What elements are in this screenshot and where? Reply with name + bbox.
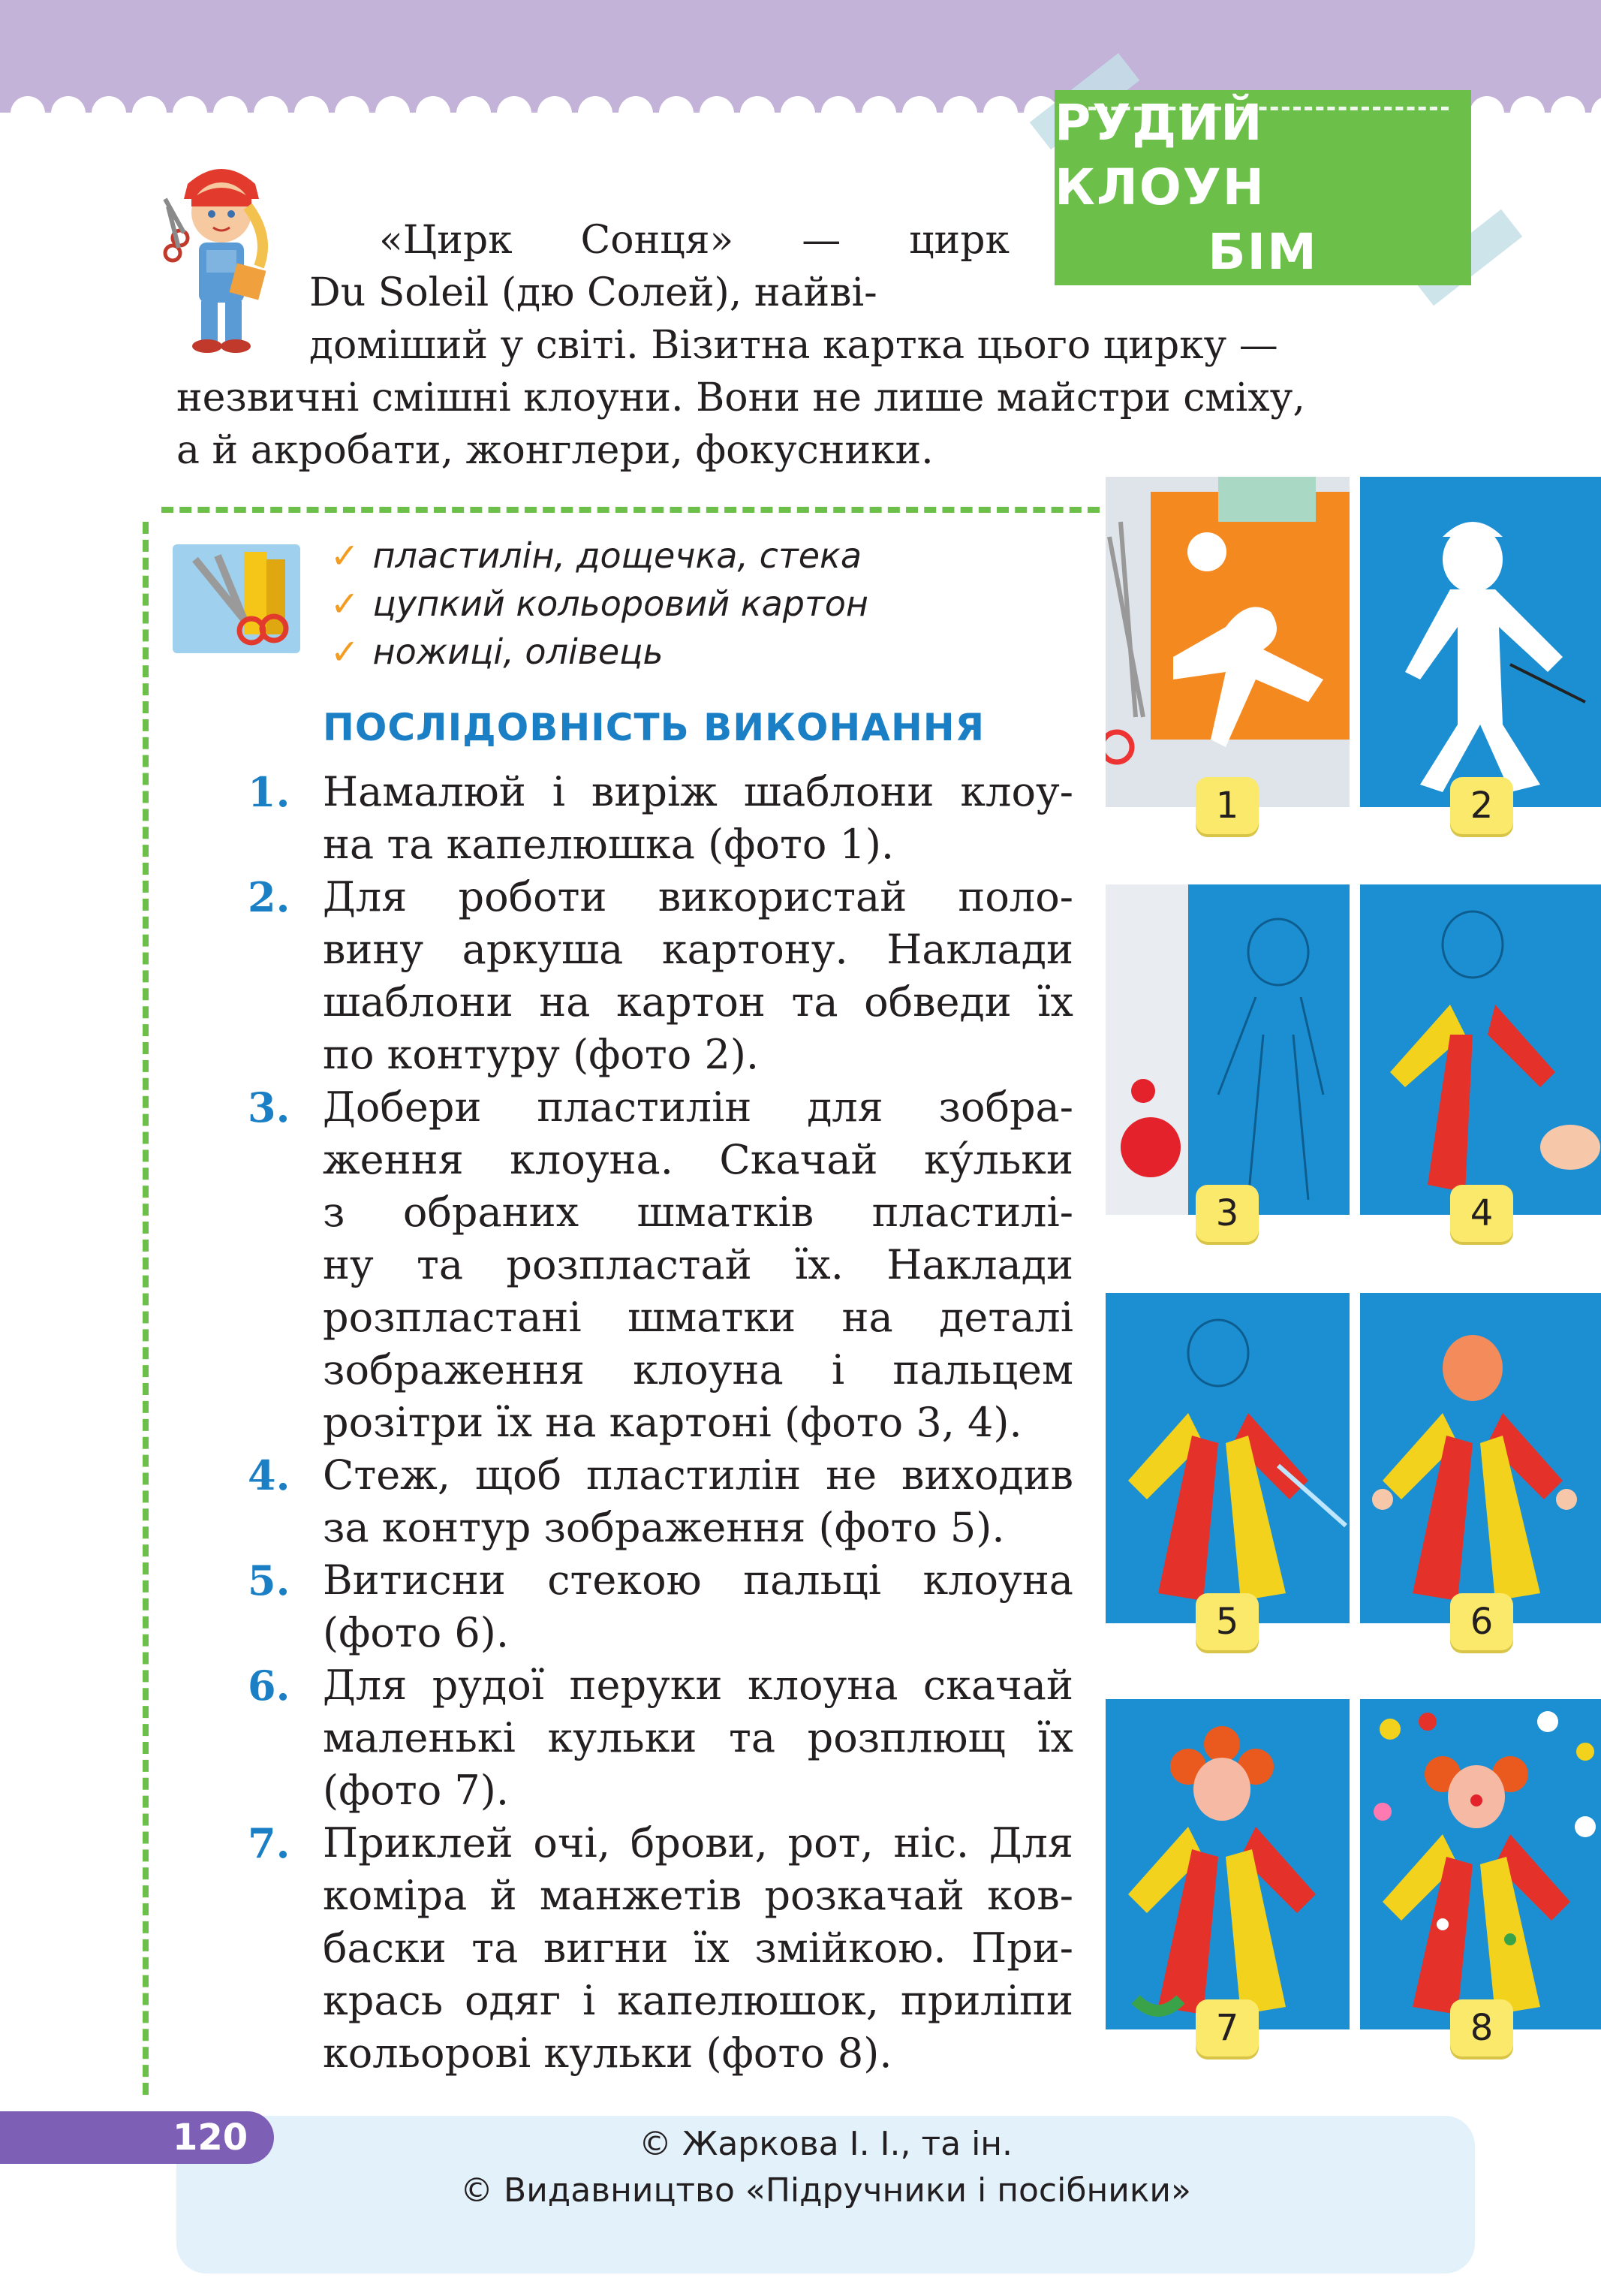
step-text-line: на та капелюшка (фото 1). bbox=[323, 821, 895, 868]
step-text-line: Добери пластилін для зобра- bbox=[323, 1083, 1073, 1131]
material-text: пластилін, дощечка, стека bbox=[372, 535, 862, 576]
scallop-dot bbox=[537, 96, 572, 131]
intro-line: Du Soleil (дю Солей), найві- bbox=[309, 270, 877, 315]
intro-line: незвичні смішні клоуни. Вони не лише майстри сміху, bbox=[176, 375, 1305, 420]
sequence-heading: ПОСЛІДОВНІСТЬ ВИКОНАННЯ bbox=[323, 706, 986, 749]
scallop-dot bbox=[1551, 96, 1585, 131]
step-number: 5. bbox=[248, 1556, 290, 1604]
step-number: 1. bbox=[248, 768, 290, 816]
check-icon: ✓ bbox=[330, 583, 360, 624]
materials-frame-left bbox=[143, 522, 149, 2095]
title-sticker bbox=[1055, 90, 1471, 285]
check-icon: ✓ bbox=[330, 535, 360, 576]
material-item bbox=[330, 580, 868, 628]
scallop-dot bbox=[254, 96, 288, 131]
photo-number-badge: 2 bbox=[1450, 777, 1513, 834]
material-text: цупкий кольоровий картон bbox=[372, 583, 868, 624]
material-item bbox=[330, 532, 862, 580]
photo-number-badge: 6 bbox=[1450, 1593, 1513, 1650]
step-number: 7. bbox=[248, 1819, 290, 1867]
scallop-dot bbox=[700, 96, 734, 131]
photo-number-badge: 5 bbox=[1196, 1593, 1259, 1650]
step-photo-7 bbox=[1106, 1699, 1350, 2029]
scallop-dot bbox=[456, 96, 491, 131]
step-photo-8 bbox=[1360, 1699, 1601, 2029]
material-text: ножиці, олівець bbox=[372, 631, 664, 672]
step-photo-5 bbox=[1106, 1293, 1350, 1623]
scallop-dot bbox=[51, 96, 86, 131]
scallop-dot bbox=[11, 96, 45, 131]
step-text-line: маленькі кульки та розплющ їх bbox=[323, 1714, 1073, 1761]
step-text-line: Для роботи використай поло- bbox=[323, 873, 1073, 921]
scallop-dot bbox=[497, 96, 531, 131]
scallop-dot bbox=[213, 96, 248, 131]
photo-number-badge: 7 bbox=[1196, 1999, 1259, 2056]
intro-line: доміший у світі. Візитна картка цього цирку — bbox=[309, 323, 1278, 368]
step-text-line: баски та вигни їх змійкою. При- bbox=[323, 1924, 1073, 1972]
step-text-line: ження клоуна. Скачай ку́льки bbox=[323, 1136, 1073, 1183]
step-text-line: розітри їх на картоні (фото 3, 4). bbox=[323, 1399, 1022, 1446]
scallop-dot bbox=[983, 96, 1018, 131]
scallop-dot bbox=[1510, 96, 1545, 131]
photo-number-badge: 4 bbox=[1450, 1185, 1513, 1242]
step-text-line: Намалюй і виріж шаблони клоу- bbox=[323, 768, 1073, 815]
photo-number-badge: 3 bbox=[1196, 1185, 1259, 1242]
scallop-dot bbox=[132, 96, 167, 131]
step-text-line: кольорові кульки (фото 8). bbox=[323, 2029, 892, 2077]
step-number: 6. bbox=[248, 1662, 290, 1710]
title-line-1: РУДИЙ КЛОУН bbox=[1055, 94, 1265, 216]
scissors-tools-icon bbox=[173, 544, 300, 653]
photo-number-badge: 8 bbox=[1450, 1999, 1513, 2056]
step-text-line: по контуру (фото 2). bbox=[323, 1031, 760, 1078]
step-text-line: розпластані шматки на деталі bbox=[323, 1294, 1073, 1341]
check-icon: ✓ bbox=[330, 631, 360, 672]
photo-number-badge: 1 bbox=[1196, 777, 1259, 834]
scallop-dot bbox=[335, 96, 369, 131]
material-item bbox=[330, 628, 664, 676]
scallop-dot bbox=[943, 96, 977, 131]
scallop-dot bbox=[1470, 96, 1504, 131]
step-photo-4 bbox=[1360, 884, 1601, 1215]
step-text-line: (фото 6). bbox=[323, 1609, 509, 1656]
step-text-line: вину аркуша картону. Наклади bbox=[323, 926, 1073, 973]
intro-line: а й акробати, жонглери, фокусники. bbox=[176, 428, 934, 473]
scallop-dot bbox=[659, 96, 694, 131]
step-text-line: Витисни стекою пальці клоуна bbox=[323, 1556, 1073, 1604]
intro-line: «Цирк Сонця» — цирк bbox=[379, 218, 1010, 263]
step-text-line: Для рудої перуки клоуна скачай bbox=[323, 1662, 1073, 1709]
step-text-line: (фото 7). bbox=[323, 1767, 509, 1814]
step-photo-3 bbox=[1106, 884, 1350, 1215]
step-text-line: з обраних шматків пластилі- bbox=[323, 1189, 1073, 1236]
step-text-line: крась одяг і капелюшок, приліпи bbox=[323, 1977, 1073, 2024]
step-photo-2 bbox=[1360, 477, 1601, 807]
scallop-dot bbox=[618, 96, 653, 131]
scallop-dot bbox=[902, 96, 937, 131]
step-number: 2. bbox=[248, 873, 290, 921]
girl-with-scissors-illustration bbox=[158, 154, 285, 357]
step-text-line: коміра й манжетів розкачай ков- bbox=[323, 1872, 1073, 1919]
step-text-line: шаблони на картон та обведи їх bbox=[323, 978, 1073, 1026]
scallop-dot bbox=[821, 96, 856, 131]
step-text-line: ну та розпластай їх. Наклади bbox=[323, 1241, 1073, 1288]
scallop-dot bbox=[416, 96, 450, 131]
step-text-line: Приклей очі, брови, рот, ніс. Для bbox=[323, 1819, 1073, 1867]
copyright-line: © Видавництво «Підручники і посібники» bbox=[460, 2171, 1191, 2210]
step-number: 3. bbox=[248, 1083, 290, 1131]
materials-frame-top bbox=[161, 507, 1100, 513]
scallop-dot bbox=[1591, 96, 1601, 131]
scallop-dot bbox=[92, 96, 126, 131]
scallop-dot bbox=[578, 96, 612, 131]
scallop-dot bbox=[862, 96, 896, 131]
step-number: 4. bbox=[248, 1451, 290, 1499]
scallop-dot bbox=[375, 96, 410, 131]
title-line-2: БІМ bbox=[1208, 223, 1318, 281]
step-photo-1 bbox=[1106, 477, 1350, 807]
step-text-line: за контур зображення (фото 5). bbox=[323, 1504, 1005, 1551]
page-number: 120 bbox=[173, 2117, 248, 2159]
scallop-dot bbox=[740, 96, 775, 131]
scallop-dot bbox=[294, 96, 329, 131]
copyright-line: © Жаркова І. І., та ін. bbox=[638, 2125, 1013, 2163]
scallop-dot bbox=[173, 96, 207, 131]
step-text-line: Стеж, щоб пластилін не виходив bbox=[323, 1451, 1073, 1499]
step-text-line: зображення клоуна і пальцем bbox=[323, 1346, 1073, 1394]
step-photo-6 bbox=[1360, 1293, 1601, 1623]
scallop-dot bbox=[781, 96, 815, 131]
title-dashed-line bbox=[1077, 107, 1449, 110]
